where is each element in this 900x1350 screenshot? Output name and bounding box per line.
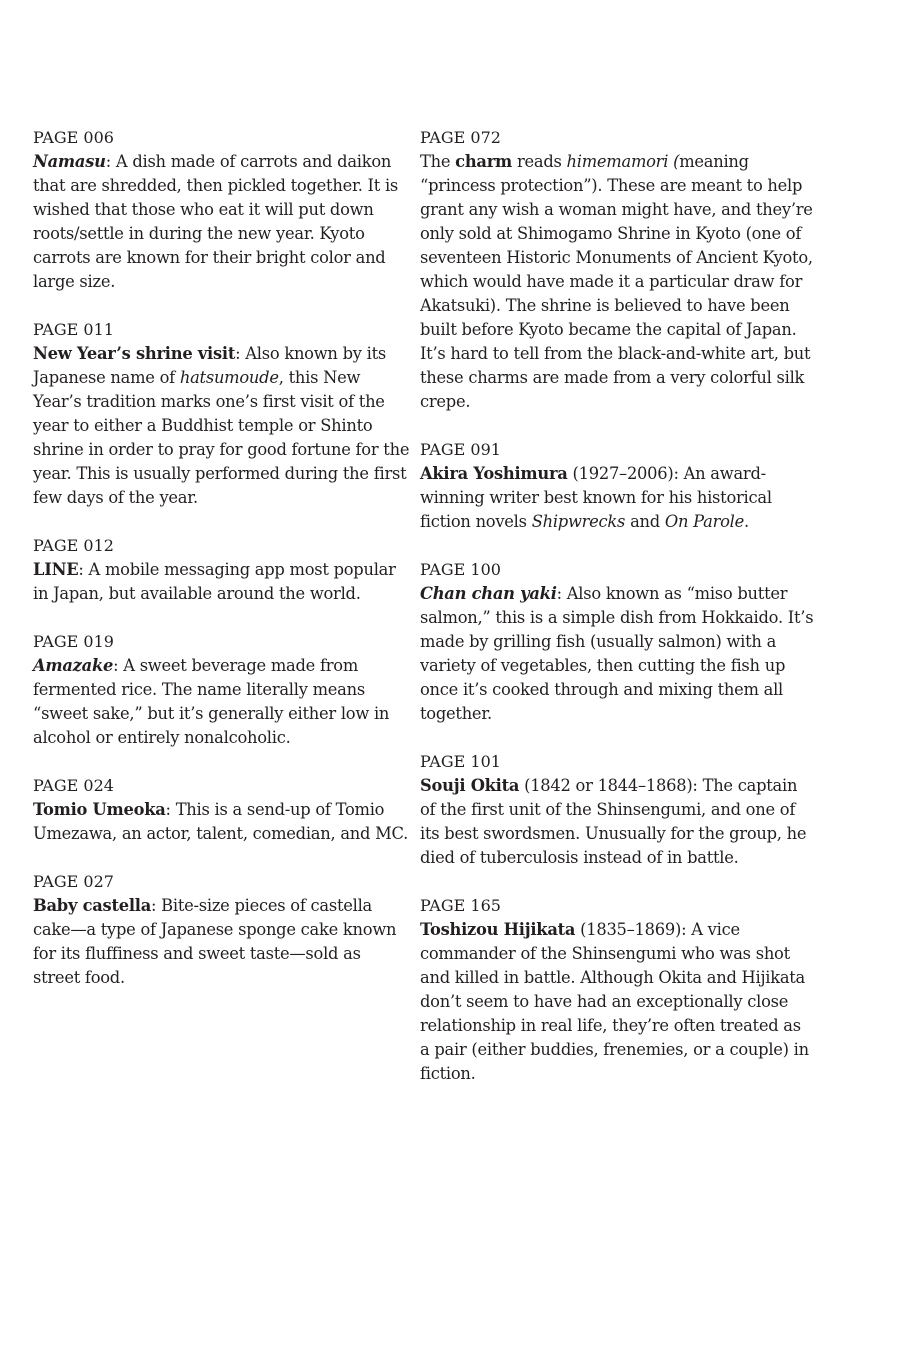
glossary-entry <box>420 438 815 534</box>
glossary-entry <box>33 630 411 750</box>
page-number-label: PAGE 027 <box>33 872 114 891</box>
glossary-text: : A dish made of carrots and daikon that are shredded, then pickled together. It is wished that those who eat it will put down roots/settle in during the new year. Kyoto carrots are known for their bright color and large size. <box>33 152 399 291</box>
glossary-text: Shipwrecks <box>531 512 626 531</box>
glossary-text: meaning “princess protection”). These are meant to help grant any wish a woman might have, and they’re only sold at Shimogamo Shrine in Kyoto (one of seventeen Historic Monuments of Ancient Kyoto, which would have made it a particular draw for Akatsuki). The shrine is believed to have been built before Kyoto became the capital of Japan. It’s hard to tell from the black-and-white art, but these charms are made from a very colorful silk crepe. <box>420 152 813 411</box>
glossary-text: : Also known by its Japanese name of <box>33 344 386 387</box>
glossary-text: and <box>625 512 665 531</box>
glossary-term: Toshizou Hijikata <box>420 920 576 939</box>
page-number-label: PAGE 165 <box>420 896 501 915</box>
glossary-text: : Bite-size pieces of castella cake—a type of Japanese sponge cake known for its fluffiness and sweet taste—sold as street food. <box>33 896 397 987</box>
glossary-entry <box>420 750 815 870</box>
page-number-label: PAGE 024 <box>33 776 114 795</box>
glossary-text: hatsumoude <box>179 368 279 387</box>
glossary-text: . <box>744 512 749 531</box>
glossary-text: (1842 or 1844–1868): The captain of the first unit of the Shinsengumi, and one of its best swordsmen. Unusually for the group, he died of tuberculosis instead of in battle. <box>420 776 807 867</box>
glossary-term: LINE <box>33 560 79 579</box>
page-number-label: PAGE 072 <box>420 128 501 147</box>
glossary-text: reads <box>512 152 567 171</box>
glossary-entry <box>33 126 411 294</box>
glossary-column-right <box>420 126 815 1110</box>
glossary-text: : A mobile messaging app most popular in Japan, but available around the world. <box>33 560 396 603</box>
glossary-term: Chan chan yaki <box>420 584 557 603</box>
glossary-entry <box>420 126 815 414</box>
glossary-text: : Also known as “miso butter salmon,” this is a simple dish from Hokkaido. It’s made by grilling fish (usually salmon) with a variety of vegetables, then cutting the fish up once it’s cooked through and mixing them all together. <box>420 584 814 723</box>
page-number-label: PAGE 091 <box>420 440 501 459</box>
glossary-entry <box>420 558 815 726</box>
glossary-text: (1927–2006): An award-winning writer best known for his historical fiction novels <box>420 464 772 531</box>
glossary-term: Souji Okita <box>420 776 520 795</box>
glossary-term: Akira Yoshimura <box>420 464 568 483</box>
glossary-entry <box>420 894 815 1086</box>
glossary-text: : This is a send-up of Tomio Umezawa, an actor, talent, comedian, and MC. <box>33 800 409 843</box>
glossary-entry <box>33 318 411 510</box>
page-number-label: PAGE 100 <box>420 560 501 579</box>
page-number-label: PAGE 101 <box>420 752 501 771</box>
glossary-text: The <box>420 152 456 171</box>
page-number-label: PAGE 011 <box>33 320 114 339</box>
glossary-text: , this New Year’s tradition marks one’s first visit of the year to either a Buddhist temple or Shinto shrine in order to pray for good fortune for the year. This is usually performed during the first few days of the year. <box>33 368 410 507</box>
glossary-text: : A sweet beverage made from fermented rice. The name literally means “sweet sake,” but it’s generally either low in alcohol or entirely nonalcoholic. <box>33 656 390 747</box>
glossary-entry <box>33 774 411 846</box>
glossary-term: Tomio Umeoka <box>33 800 166 819</box>
glossary-term: New Year’s shrine visit <box>33 344 236 363</box>
glossary-term: Amazake <box>33 656 114 675</box>
page-number-label: PAGE 006 <box>33 128 114 147</box>
page-number-label: PAGE 012 <box>33 536 114 555</box>
glossary-text: On Parole <box>664 512 744 531</box>
page-number-label: PAGE 019 <box>33 632 114 651</box>
glossary-text: (1835–1869): A vice commander of the Shinsengumi who was shot and killed in battle. Although Okita and Hijikata don’t seem to have had an exceptionally close relationship in real life, they’re often treated as a pair (either buddies, frenemies, or a couple) in fiction. <box>420 920 809 1083</box>
glossary-entry <box>33 870 411 990</box>
glossary-term: charm <box>455 152 513 171</box>
glossary-column-left <box>33 126 411 1014</box>
glossary-term: Namasu <box>33 152 106 171</box>
glossary-text: himemamori ( <box>566 152 680 171</box>
glossary-entry <box>33 534 411 606</box>
glossary-term: Baby castella <box>33 896 152 915</box>
